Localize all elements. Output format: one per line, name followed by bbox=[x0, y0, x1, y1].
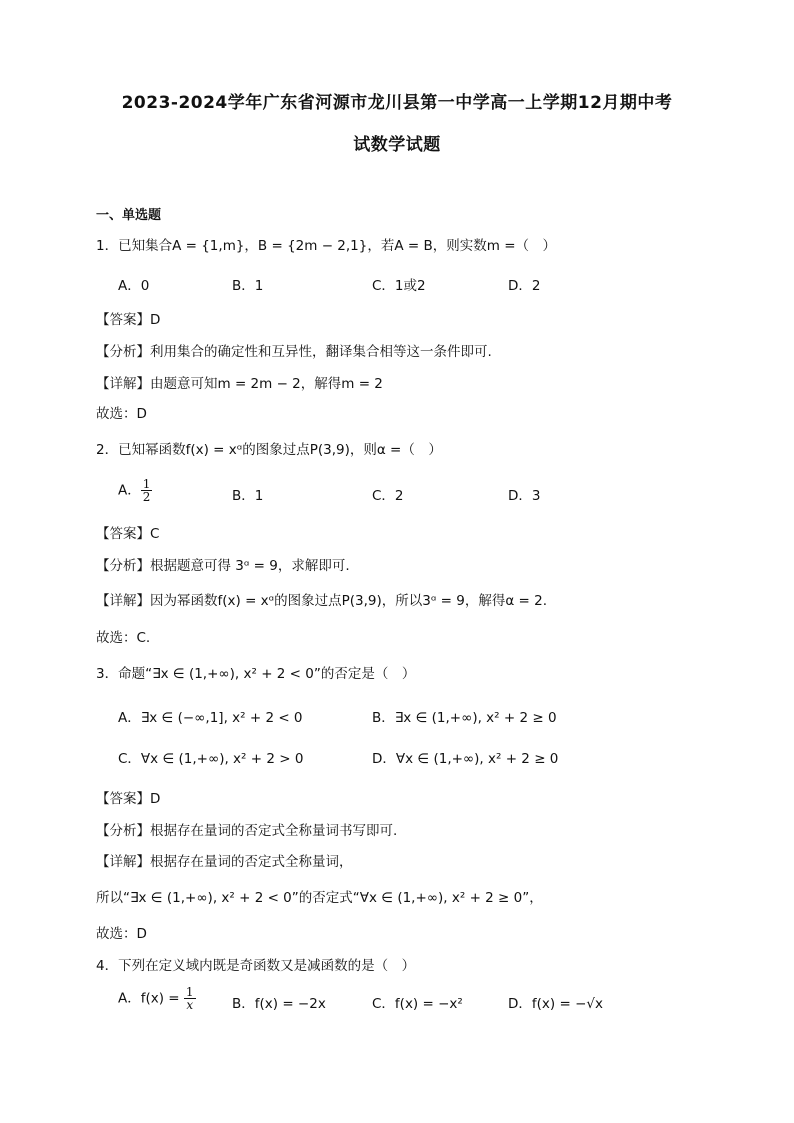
q1-answer: 【答案】D bbox=[96, 312, 161, 328]
q4-option-a-label: A．f(x) = bbox=[118, 990, 184, 1007]
q3-option-d: D．∀x ∈ (1,+∞), x² + 2 ≥ 0 bbox=[372, 751, 559, 767]
q4-option-a bbox=[118, 986, 196, 1011]
q2-option-b: B．1 bbox=[232, 488, 264, 504]
q2-answer: 【答案】C bbox=[96, 526, 160, 542]
q3-detail: 【详解】根据存在量词的否定式全称量词， bbox=[96, 854, 353, 870]
q3-option-b: B．∃x ∈ (1,+∞), x² + 2 ≥ 0 bbox=[372, 710, 557, 726]
q4-option-a-fraction bbox=[184, 986, 196, 1011]
q3-option-a: A．∃x ∈ (−∞,1], x² + 2 < 0 bbox=[118, 710, 303, 726]
q2-conclusion: 故选：C. bbox=[96, 630, 151, 646]
q2-option-c: C．2 bbox=[372, 488, 404, 504]
q2-option-a-label: A． bbox=[118, 482, 141, 499]
q4-option-b: B．f(x) = −2x bbox=[232, 996, 326, 1012]
q2-option-a bbox=[118, 478, 152, 503]
q2-detail: 【详解】因为幂函数f(x) = xᵅ的图象过点P(3,9)，所以3ᵅ = 9，解得α = 2. bbox=[96, 593, 547, 609]
q1-analysis: 【分析】利用集合的确定性和互异性，翻译集合相等这一条件即可. bbox=[96, 344, 492, 360]
document-title-line-2: 试数学试题 bbox=[353, 135, 441, 155]
q1-stem: 1．已知集合A = {1,m}，B = {2m − 2,1}，若A = B，则实数m =（ ） bbox=[96, 238, 557, 254]
q4-option-c: C．f(x) = −x² bbox=[372, 996, 463, 1012]
q4-stem: 4．下列在定义域内既是奇函数又是减函数的是（ ） bbox=[96, 958, 416, 974]
q3-stem: 3．命题“∃x ∈ (1,+∞), x² + 2 < 0”的否定是（ ） bbox=[96, 666, 416, 682]
q1-option-d: D．2 bbox=[508, 278, 541, 294]
q2-option-a-denominator: 2 bbox=[142, 490, 151, 504]
q3-conclusion: 故选：D bbox=[96, 926, 147, 942]
q4-option-a-denominator: x bbox=[186, 998, 194, 1012]
document-title-line-1: 2023-2024学年广东省河源市龙川县第一中学高一上学期12月期中考 bbox=[121, 93, 673, 113]
q2-option-a-fraction bbox=[141, 478, 153, 503]
q3-detail-negation: 所以“∃x ∈ (1,+∞), x² + 2 < 0”的否定式“∀x ∈ (1,+∞), x² + 2 ≥ 0”， bbox=[96, 890, 543, 906]
q1-option-c: C．1或2 bbox=[372, 278, 426, 294]
q2-option-d: D．3 bbox=[508, 488, 541, 504]
q2-analysis: 【分析】根据题意可得 3ᵅ = 9，求解即可. bbox=[96, 558, 350, 574]
q2-option-a-numerator: 1 bbox=[142, 477, 151, 491]
q4-option-a-numerator: 1 bbox=[185, 985, 194, 999]
q3-answer: 【答案】D bbox=[96, 791, 161, 807]
q1-option-b: B．1 bbox=[232, 278, 264, 294]
q4-option-d: D．f(x) = −√x bbox=[508, 996, 603, 1012]
q3-option-c: C．∀x ∈ (1,+∞), x² + 2 > 0 bbox=[118, 751, 304, 767]
q1-conclusion: 故选：D bbox=[96, 406, 147, 422]
q3-analysis: 【分析】根据存在量词的否定式全称量词书写即可. bbox=[96, 823, 398, 839]
section-heading: 一、单选题 bbox=[96, 208, 162, 223]
q1-option-a: A．0 bbox=[118, 278, 150, 294]
q2-stem: 2．已知幂函数f(x) = xᵅ的图象过点P(3,9)，则α =（ ） bbox=[96, 442, 442, 458]
q1-detail: 【详解】由题意可知m = 2m − 2，解得m = 2 bbox=[96, 376, 383, 392]
